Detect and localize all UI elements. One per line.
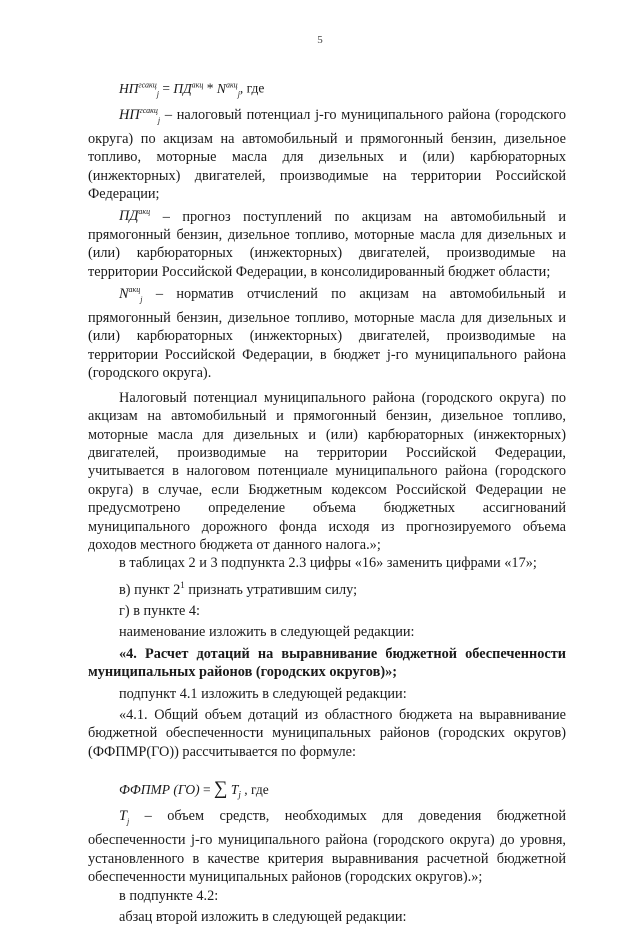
section-heading: «4. Расчет дотаций на выравнивание бюджетной обеспеченности муниципальных районов (городских округов)»; <box>88 645 566 681</box>
item-sub41: подпункт 4.1 изложить в следующей редакции: <box>119 685 407 702</box>
formula-np-symbol: $НП^{гсакц}_j$ <box>119 80 159 99</box>
item-tables: в таблицах 2 и 3 подпункта 2.3 цифры «16» заменить цифрами «17»; <box>119 555 537 572</box>
item-4-2: в подпункте 4.2: <box>119 887 219 904</box>
formula-pd-symbol: $ПД^{акц}$ <box>173 80 204 96</box>
definition-n: $N^{акц}_j$ – норматив отчислений по акцизам на автомобильный и прямогонный бензин, дизельное топливо, моторные масла для дизельных и (или) карбюраторных (инжекторных) двигателей, производимые на территории Российской Федерации, в бюджет j-го муниципального района (городского округа). <box>88 285 566 382</box>
paragraph-tax-potential: Налоговый потенциал муниципального района (городского округа) по акцизам на автомобильный и прямогонный бензин, дизельное топливо, моторные масла для дизельных и (или) карбюраторных (инжекторных) двигателей, производимые на территории Российской Федерации, учитывается в налоговом потенциале муниципального района (городского округа) в случае, если Бюджетным кодексом Российской Федерации не предусмотрено определение объема бюджетных ассигнований муниципального дорожного фонда исходя из прогнозируемого объема доходов местного бюджета от данного налога.»; <box>88 389 566 553</box>
item-abzac: абзац второй изложить в следующей редакции: <box>119 909 407 926</box>
item-name: наименование изложить в следующей редакции: <box>119 624 415 641</box>
paragraph-4-1: «4.1. Общий объем дотаций из областного бюджета на выравнивание бюджетной обеспеченности муниципальных районов (городских округов) (ФФПМР(ГО)) рассчитывается по формуле: <box>88 706 566 760</box>
sum-symbol: ∑ <box>213 778 228 800</box>
definition-np: $НП^{гсакц}_j$ – налоговый потенциал j-го муниципального района (городского округа) по акцизам на автомобильный и прямогонный бензин, дизельное топливо, моторные масла для дизельных и (или) карбюраторных (инжекторных) двигателей, производимые на территории Российской Федерации; <box>88 106 566 203</box>
definition-pd: $ПД^{акц}$ – прогноз поступлений по акцизам на автомобильный и прямогонный бензин, дизельное топливо, моторные масла для дизельных и (или) карбюраторных (инжекторных) двигателей, производимые на территории Российской Федерации, в консолидированный бюджет области; <box>88 207 566 280</box>
item-g: г) в пункте 4: <box>119 602 201 619</box>
formula-tax-potential: $НП^{гсакц}_j = ПД^{акц} * N^{акц}_j$, где <box>119 80 265 99</box>
item-v: в) пункт $2^1$ признать утратившим силу; <box>119 579 358 598</box>
page-number: 5 <box>317 34 323 46</box>
document-body <box>88 74 566 926</box>
formula-ffpmr: ФФПМР (ГО) = ∑ $T_j$ , где <box>119 778 269 800</box>
formula-ffpmr-symbol: ФФПМР (ГО) <box>119 782 200 798</box>
definition-t: $T_j$ – объем средств, необходимых для доведения бюджетной обеспеченности j-го муниципального района (городского округа) до уровня, установленного в качестве критерия выравнивания расчетной бюджетной обеспеченности муниципальных районов (городских округов).»; <box>88 808 566 886</box>
formula-n-symbol: $N^{акц}_j$ <box>216 80 240 99</box>
